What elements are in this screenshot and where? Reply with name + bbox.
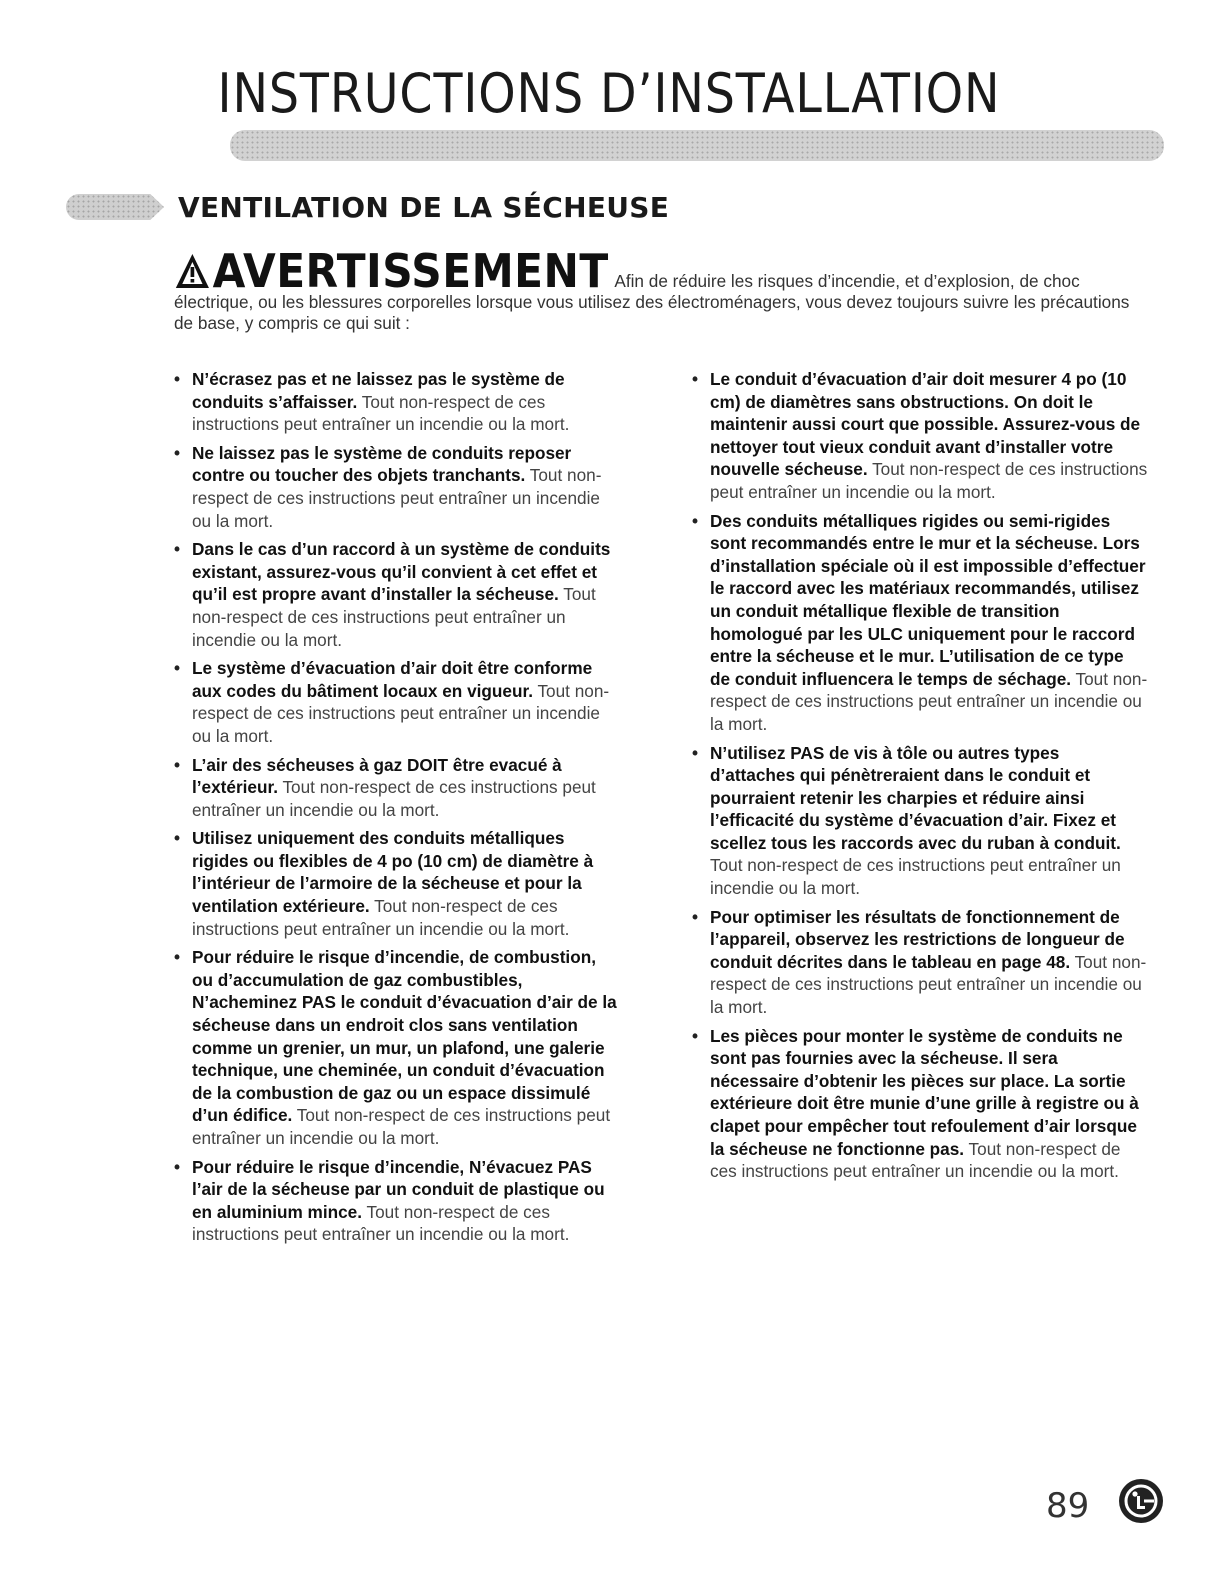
page-title: INSTRUCTIONS D’INSTALLATION bbox=[217, 62, 1001, 125]
bullet-item bbox=[174, 657, 620, 747]
right-bullet-list bbox=[692, 368, 1148, 1183]
bullet-regular-text: Tout non-respect de ces instructions peut entraîner un incendie ou la mort. bbox=[710, 1138, 1121, 1182]
bullet-bold-text: Des conduits métalliques rigides ou semi-rigides sont recommandés entre le mur et la sécheuse. Lors d’installation spéciale où il est impossible d’effectuer le raccord avec les matériaux recommandés, utilisez un conduit métallique flexible de transition homologué par les ULC uniquement pour le raccord entre la sécheuse et le mur. L’utilisation de ce type de conduit influencera le temps de séchage. bbox=[710, 510, 1146, 689]
bullet-bold-text: Dans le cas d’un raccord à un système de conduits existant, assurez-vous qu’il convient à cet effet et qu’il est propre avant d’installer la sécheuse. bbox=[192, 539, 611, 605]
bullet-bold-text: L’air des sécheuses à gaz DOIT être evacué à l’extérieur. bbox=[192, 754, 562, 798]
bullet-bold-text: Pour optimiser les résultats de fonctionnement de l’appareil, observez les restrictions de longueur de conduit décrites dans le tableau en page 48. bbox=[710, 906, 1125, 972]
bullet-item bbox=[174, 538, 620, 651]
bullet-regular-text: Tout non-respect de ces instructions peut entraîner un incendie ou la mort. bbox=[192, 777, 596, 820]
bullet-bold-text: Ne laissez pas le système de conduits reposer contre ou toucher des objets tranchants. bbox=[192, 442, 572, 486]
warning-heading bbox=[174, 244, 609, 298]
bullet-regular-text: Tout non-respect de ces instructions peut entraîner un incendie ou la mort. bbox=[192, 1201, 570, 1245]
bullet-bold-text: N’utilisez PAS de vis à tôle ou autres types d’attaches qui pénètreraient dans le conduit et pourraient retenir les charpies et réduire ainsi l’efficacité du système d’évacuation d’air. Fixez et scellez tous les raccords avec du ruban à conduit. bbox=[710, 742, 1121, 853]
bullet-item bbox=[174, 368, 620, 436]
bullet-bold-text: N’écrasez pas et ne laissez pas le système de conduits s’affaisser. bbox=[192, 369, 565, 412]
lg-logo-icon bbox=[1118, 1478, 1164, 1524]
bullet-regular-text: Tout non-respect de ces instructions peut entraîner un incendie ou la mort. bbox=[192, 465, 602, 531]
bullet-regular-text: Tout non-respect de ces instructions peut entraîner un incendie ou la mort. bbox=[710, 668, 1148, 734]
page-number: 89 bbox=[1046, 1486, 1090, 1526]
section-title: VENTILATION DE LA SÉCHEUSE bbox=[178, 191, 670, 224]
bullet-regular-text: Tout non-respect de ces instructions peut entraîner un incendie ou la mort. bbox=[192, 896, 570, 939]
bullet-item bbox=[174, 827, 620, 940]
bullet-item bbox=[174, 946, 620, 1149]
right-column bbox=[692, 368, 1148, 1189]
bullet-regular-text: Tout non-respect de ces instructions peut entraîner un incendie ou la mort. bbox=[710, 951, 1147, 1018]
bullet-item bbox=[174, 442, 620, 532]
bullet-bold-text: Pour réduire le risque d’incendie, de combustion, ou d’accumulation de gaz combustibles, N’acheminez PAS le conduit d’évacuation d’air de la sécheuse dans un endroit clos sans ventilation comme un grenier, un mur, un plafond, une galerie technique, une cheminée, un conduit d’évacuation de la combustion de gaz ou un espace dissimulé d’un édifice. bbox=[192, 947, 617, 1126]
left-bullet-list bbox=[174, 368, 620, 1246]
bullet-bold-text: Utilisez uniquement des conduits métalliques rigides ou flexibles de 4 po (10 cm) de diamètre à l’intérieur de l’armoire de la sécheuse et pour la ventilation extérieure. bbox=[192, 828, 594, 917]
warning-heading-text: AVERTISSEMENT bbox=[212, 244, 609, 298]
bullet-regular-text: Tout non-respect de ces instructions peut entraîner un incendie ou la mort. bbox=[710, 459, 1148, 502]
bullet-item bbox=[174, 1156, 620, 1246]
bullet-bold-text: Pour réduire le risque d’incendie, N’évacuez PAS l’air de la sécheuse par un conduit de plastique ou en aluminium mince. bbox=[192, 1156, 605, 1222]
bullet-bold-text: Le système d’évacuation d’air doit être conforme aux codes du bâtiment locaux en vigueur. bbox=[192, 658, 593, 701]
bullet-item bbox=[692, 906, 1148, 1019]
bullet-item bbox=[692, 742, 1148, 900]
section-marker bbox=[66, 194, 164, 220]
warning-block bbox=[174, 244, 1134, 334]
bullet-bold-text: Le conduit d’évacuation d’air doit mesurer 4 po (10 cm) de diamètres sans obstructions. On doit le maintenir aussi court que possible. Assurez-vous de nettoyer tout vieux conduit avant d’installer votre nouvelle sécheuse. bbox=[710, 369, 1141, 480]
warning-triangle-icon bbox=[174, 252, 211, 290]
bullet-item bbox=[692, 510, 1148, 736]
bullet-regular-text: Tout non-respect de ces instructions peut entraîner un incendie ou la mort. bbox=[192, 391, 570, 435]
bullet-regular-text: Tout non-respect de ces instructions peut entraîner un incendie ou la mort. bbox=[192, 680, 610, 746]
bullet-item bbox=[692, 1025, 1148, 1183]
bullet-item bbox=[692, 368, 1148, 504]
warning-intro: Afin de réduire les risques d’incendie, et d’explosion, de choc électrique, ou les blessures corporelles lorsque vous utilisez des électroménagers, vous devez toujours suivre les précautions de base, y compris ce qui suit : bbox=[174, 271, 1130, 333]
bullet-item bbox=[174, 754, 620, 822]
title-decorative-bar bbox=[230, 130, 1164, 161]
bullet-bold-text: Les pièces pour monter le système de conduits ne sont pas fournies avec la sécheuse. Il sera nécessaire d’obtenir les pièces sur place. La sortie extérieure doit être munie d’une grille à registre ou à clapet pour empêcher tout refoulement d’air lorsque la sécheuse ne fonctionne pas. bbox=[710, 1025, 1139, 1159]
bullet-regular-text: Tout non-respect de ces instructions peut entraîner un incendie ou la mort. bbox=[192, 1105, 611, 1148]
bullet-regular-text: Tout non-respect de ces instructions peut entraîner un incendie ou la mort. bbox=[710, 855, 1121, 899]
bullet-regular-text: Tout non-respect de ces instructions peut entraîner un incendie ou la mort. bbox=[192, 584, 596, 650]
left-column bbox=[174, 368, 620, 1252]
